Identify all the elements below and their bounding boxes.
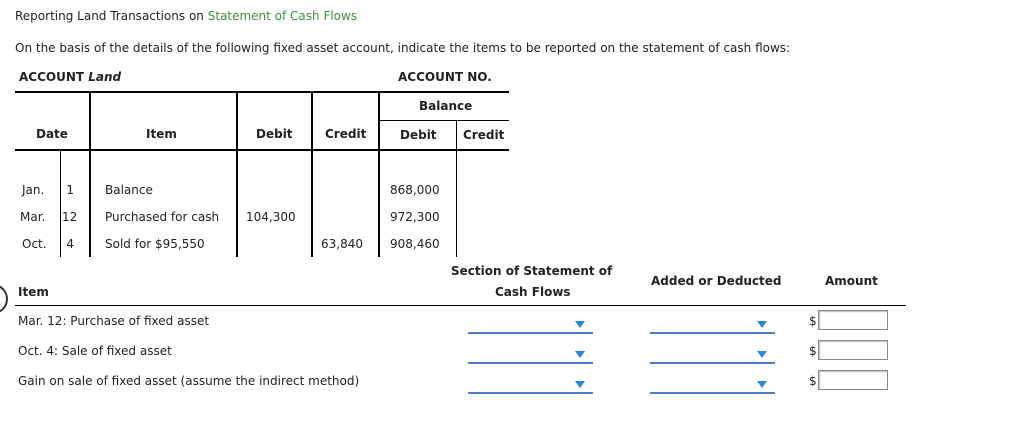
statement-of-cash-flows-link[interactable]: Statement of Cash Flows [207,9,358,23]
row-debit: 104,300 [246,210,296,224]
row-credit: 63,840 [321,237,363,251]
chevron-down-icon [757,321,767,328]
scroll-marker-circle [0,284,8,314]
row-balance-debit: 972,300 [390,210,440,224]
answer-header-rule [15,305,906,306]
balance-debit-header: Debit [400,128,437,142]
dollar-sign: $ [809,314,817,328]
ledger-col-divider [456,151,457,257]
row-item: Balance [105,183,153,197]
chevron-down-icon [575,351,585,358]
row-day: 1 [66,183,74,197]
amount-header: Amount [825,274,878,288]
instructions: On the basis of the details of the following fixed asset account, indicate the items to be reported on the statement of cash flows: [15,41,791,55]
item-header: Item [146,127,177,141]
row-item: Sold for $95,550 [105,237,205,251]
added-deducted-dropdown[interactable] [650,346,775,364]
account-label [19,70,121,84]
added-deducted-header: Added or Deducted [651,274,782,288]
ledger-col-divider [311,151,313,257]
ledger-col-divider [378,93,380,149]
section-dropdown[interactable] [468,376,593,394]
ledger-col-divider [378,151,380,257]
credit-header: Credit [325,127,367,141]
account-name: Land [88,70,122,84]
row-month: Oct. [22,237,47,251]
chevron-down-icon [757,381,767,388]
answer-item: Gain on sale of fixed asset (assume the indirect method) [18,374,360,388]
ledger-col-divider [311,93,313,149]
added-deducted-dropdown[interactable] [650,376,775,394]
section-header-line1: Section of Statement of [451,264,613,278]
ledger-col-divider [60,151,61,257]
chevron-down-icon [757,351,767,358]
section-dropdown[interactable] [468,316,593,334]
added-deducted-dropdown[interactable] [650,316,775,334]
row-day: 4 [66,237,74,251]
row-balance-debit: 868,000 [390,183,440,197]
ledger-col-divider [456,121,457,149]
row-month: Mar. [20,210,46,224]
ledger-col-divider [236,151,238,257]
row-month: Jan. [22,183,45,197]
answer-item: Mar. 12: Purchase of fixed asset [18,314,210,328]
chevron-down-icon [575,381,585,388]
balance-header: Balance [419,99,473,113]
row-item: Purchased for cash [105,210,220,224]
amount-input[interactable] [818,310,888,330]
section-header-line2: Cash Flows [495,285,571,299]
account-prefix: ACCOUNT [19,70,89,84]
row-day: 12 [62,210,78,224]
dollar-sign: $ [809,344,817,358]
ledger-col-divider [89,151,91,257]
answer-item: Oct. 4: Sale of fixed asset [18,344,172,358]
ledger-col-divider [236,93,238,149]
balance-rule [379,120,509,121]
account-no-label: ACCOUNT NO. [398,70,492,84]
dollar-sign: $ [809,374,817,388]
section-dropdown[interactable] [468,346,593,364]
balance-credit-header: Credit [463,128,505,142]
date-header: Date [36,127,68,141]
debit-header: Debit [256,127,293,141]
amount-input[interactable] [818,370,888,390]
title-prefix: Reporting Land Transactions on [15,9,208,23]
item-header: Item [18,285,49,299]
chevron-down-icon [575,321,585,328]
page-title [15,9,357,23]
amount-input[interactable] [818,340,888,360]
ledger-col-divider [89,93,91,149]
row-balance-debit: 908,460 [390,237,440,251]
